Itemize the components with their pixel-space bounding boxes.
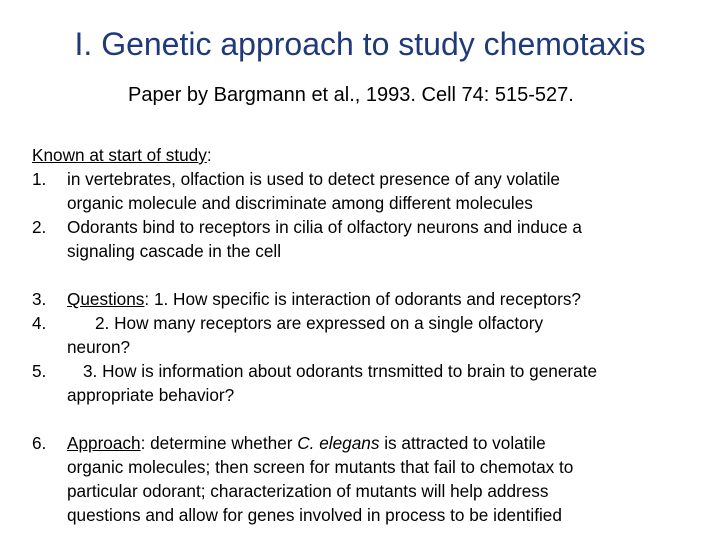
list-item xyxy=(32,215,692,239)
list-item-continuation: neuron? xyxy=(67,337,131,357)
list-item-continuation: organic molecules; then screen for mutants that fail to chemotax to xyxy=(67,457,574,477)
known-heading: Known at start of study xyxy=(32,145,207,165)
list-item-continuation: signaling cascade in the cell xyxy=(67,241,282,261)
spacer xyxy=(32,263,692,287)
question-3: 3. How is information about odorants trnsmitted to brain to generate xyxy=(83,361,597,381)
questions-heading: Questions xyxy=(67,289,145,309)
approach-text-cont: is attracted to volatile xyxy=(379,433,546,453)
item-text: in vertebrates, olfaction is used to detect presence of any volatile xyxy=(67,169,560,189)
list-item-continuation: questions and allow for genes involved in process to be identified xyxy=(67,505,562,525)
list-item-continuation: organic molecule and discriminate among different molecules xyxy=(67,193,533,213)
approach-line xyxy=(32,431,692,455)
spacer xyxy=(32,407,692,431)
item-number: 4. xyxy=(32,313,47,333)
known-heading-colon: : xyxy=(206,145,212,165)
list-item-continuation: appropriate behavior? xyxy=(67,385,235,405)
item-number: 6. xyxy=(32,433,47,453)
item-number: 5. xyxy=(32,361,47,381)
approach-text: : determine whether xyxy=(140,433,298,453)
slide-subtitle: Paper by Bargmann et al., 1993. Cell 74: 515-527. xyxy=(128,84,574,106)
approach-heading: Approach xyxy=(67,433,141,453)
list-item xyxy=(32,167,692,191)
item-number: 2. xyxy=(32,217,47,237)
question-1: : 1. How specific is interaction of odorants and receptors? xyxy=(144,289,581,309)
organism-name: C. elegans xyxy=(297,433,380,453)
list-item xyxy=(32,359,692,383)
list-item-continuation: particular odorant; characterization of mutants will help address xyxy=(67,481,549,501)
slide-title: I. Genetic approach to study chemotaxis xyxy=(74,26,646,62)
question-2: 2. How many receptors are expressed on a single olfactory xyxy=(95,313,544,333)
known-heading-line xyxy=(32,143,692,167)
item-text: Odorants bind to receptors in cilia of olfactory neurons and induce a xyxy=(67,217,582,237)
list-item xyxy=(32,311,692,335)
slide-body xyxy=(32,143,692,527)
questions-line xyxy=(32,287,692,311)
item-number: 1. xyxy=(32,169,47,189)
item-number: 3. xyxy=(32,289,47,309)
